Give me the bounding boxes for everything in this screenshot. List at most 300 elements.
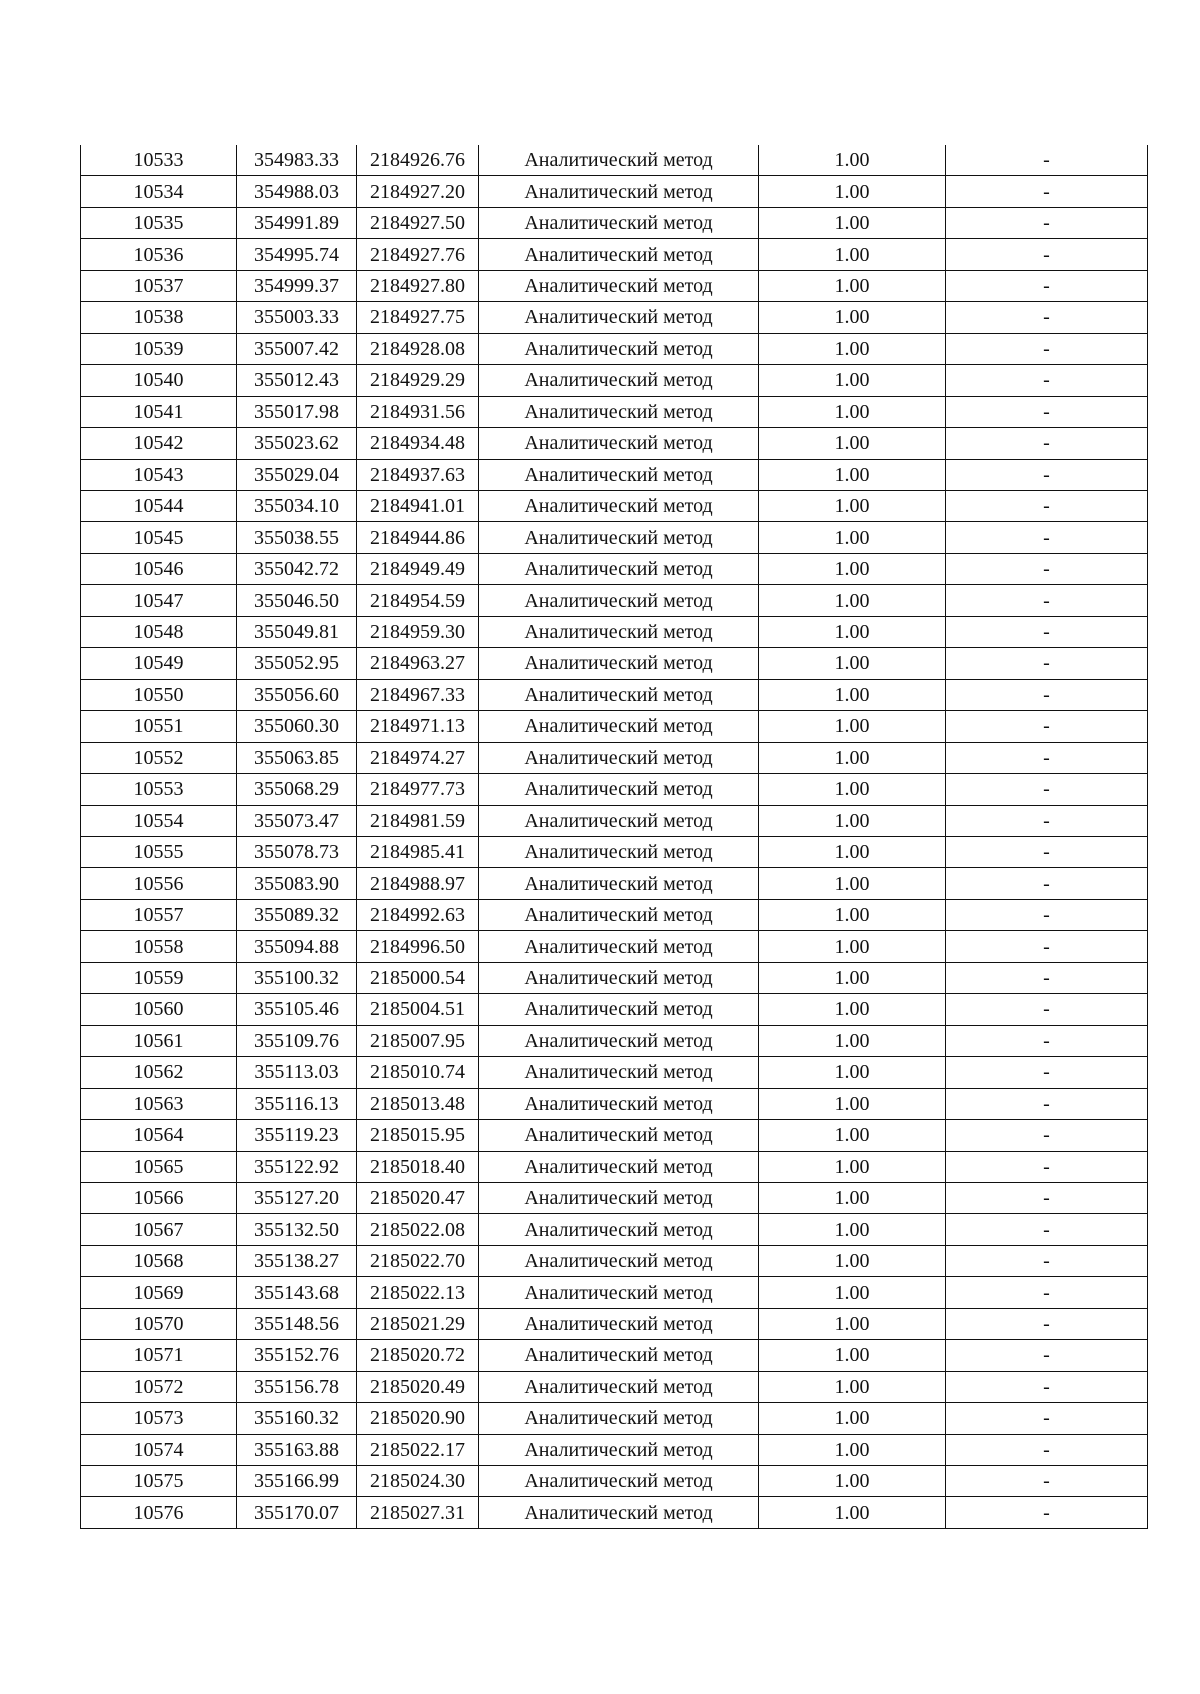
accuracy-cell: 1.00 [759,742,946,773]
point-number-cell: 10563 [81,1088,237,1119]
method-cell: Аналитический метод [479,1245,759,1276]
table-row [81,868,1148,899]
accuracy-cell: 1.00 [759,1497,946,1528]
method-cell: Аналитический метод [479,931,759,962]
table-row [81,207,1148,238]
point-number-cell: 10575 [81,1466,237,1497]
accuracy-cell: 1.00 [759,490,946,521]
method-cell: Аналитический метод [479,490,759,521]
note-cell: - [946,1025,1148,1056]
x-coordinate-cell: 355052.95 [237,648,357,679]
accuracy-cell: 1.00 [759,1466,946,1497]
table-row [81,1434,1148,1465]
note-cell: - [946,176,1148,207]
table-row [81,333,1148,364]
x-coordinate-cell: 355143.68 [237,1277,357,1308]
y-coordinate-cell: 2185022.08 [357,1214,479,1245]
method-cell: Аналитический метод [479,1025,759,1056]
point-number-cell: 10538 [81,302,237,333]
point-number-cell: 10546 [81,553,237,584]
y-coordinate-cell: 2185018.40 [357,1151,479,1182]
x-coordinate-cell: 355034.10 [237,490,357,521]
table-row [81,459,1148,490]
x-coordinate-cell: 355127.20 [237,1182,357,1213]
method-cell: Аналитический метод [479,270,759,301]
point-number-cell: 10534 [81,176,237,207]
point-number-cell: 10547 [81,585,237,616]
method-cell: Аналитический метод [479,648,759,679]
x-coordinate-cell: 355003.33 [237,302,357,333]
method-cell: Аналитический метод [479,396,759,427]
note-cell: - [946,239,1148,270]
note-cell: - [946,490,1148,521]
x-coordinate-cell: 355113.03 [237,1057,357,1088]
table-row [81,774,1148,805]
coordinates-table-body [81,145,1148,1528]
y-coordinate-cell: 2184927.20 [357,176,479,207]
x-coordinate-cell: 355119.23 [237,1120,357,1151]
y-coordinate-cell: 2184988.97 [357,868,479,899]
y-coordinate-cell: 2184937.63 [357,459,479,490]
y-coordinate-cell: 2184977.73 [357,774,479,805]
y-coordinate-cell: 2184949.49 [357,553,479,584]
method-cell: Аналитический метод [479,1434,759,1465]
table-row [81,396,1148,427]
accuracy-cell: 1.00 [759,1214,946,1245]
method-cell: Аналитический метод [479,616,759,647]
point-number-cell: 10541 [81,396,237,427]
note-cell: - [946,1214,1148,1245]
accuracy-cell: 1.00 [759,553,946,584]
accuracy-cell: 1.00 [759,679,946,710]
accuracy-cell: 1.00 [759,1182,946,1213]
y-coordinate-cell: 2185007.95 [357,1025,479,1056]
x-coordinate-cell: 355148.56 [237,1308,357,1339]
method-cell: Аналитический метод [479,1466,759,1497]
y-coordinate-cell: 2184996.50 [357,931,479,962]
x-coordinate-cell: 355046.50 [237,585,357,616]
method-cell: Аналитический метод [479,1088,759,1119]
y-coordinate-cell: 2185022.70 [357,1245,479,1276]
accuracy-cell: 1.00 [759,207,946,238]
note-cell: - [946,428,1148,459]
x-coordinate-cell: 354983.33 [237,145,357,176]
table-row [81,679,1148,710]
table-row [81,1371,1148,1402]
table-row [81,1340,1148,1371]
x-coordinate-cell: 355109.76 [237,1025,357,1056]
point-number-cell: 10536 [81,239,237,270]
table-row [81,145,1148,176]
y-coordinate-cell: 2184928.08 [357,333,479,364]
accuracy-cell: 1.00 [759,1277,946,1308]
x-coordinate-cell: 355116.13 [237,1088,357,1119]
point-number-cell: 10574 [81,1434,237,1465]
note-cell: - [946,1245,1148,1276]
method-cell: Аналитический метод [479,365,759,396]
y-coordinate-cell: 2185020.90 [357,1403,479,1434]
point-number-cell: 10555 [81,836,237,867]
note-cell: - [946,836,1148,867]
point-number-cell: 10573 [81,1403,237,1434]
note-cell: - [946,1057,1148,1088]
table-row [81,836,1148,867]
table-row [81,428,1148,459]
accuracy-cell: 1.00 [759,931,946,962]
table-row [81,805,1148,836]
x-coordinate-cell: 355138.27 [237,1245,357,1276]
point-number-cell: 10554 [81,805,237,836]
method-cell: Аналитический метод [479,1057,759,1088]
table-row [81,1025,1148,1056]
y-coordinate-cell: 2184963.27 [357,648,479,679]
method-cell: Аналитический метод [479,1371,759,1402]
table-row [81,1120,1148,1151]
note-cell: - [946,207,1148,238]
x-coordinate-cell: 355152.76 [237,1340,357,1371]
x-coordinate-cell: 354999.37 [237,270,357,301]
method-cell: Аналитический метод [479,994,759,1025]
x-coordinate-cell: 355060.30 [237,711,357,742]
table-row [81,522,1148,553]
point-number-cell: 10565 [81,1151,237,1182]
y-coordinate-cell: 2184934.48 [357,428,479,459]
method-cell: Аналитический метод [479,333,759,364]
point-number-cell: 10568 [81,1245,237,1276]
method-cell: Аналитический метод [479,1497,759,1528]
accuracy-cell: 1.00 [759,1088,946,1119]
accuracy-cell: 1.00 [759,774,946,805]
y-coordinate-cell: 2184941.01 [357,490,479,521]
note-cell: - [946,1371,1148,1402]
accuracy-cell: 1.00 [759,365,946,396]
accuracy-cell: 1.00 [759,522,946,553]
coordinates-table [80,145,1148,1529]
y-coordinate-cell: 2184959.30 [357,616,479,647]
point-number-cell: 10545 [81,522,237,553]
point-number-cell: 10572 [81,1371,237,1402]
table-row [81,962,1148,993]
point-number-cell: 10567 [81,1214,237,1245]
x-coordinate-cell: 355163.88 [237,1434,357,1465]
method-cell: Аналитический метод [479,1403,759,1434]
y-coordinate-cell: 2184974.27 [357,742,479,773]
note-cell: - [946,1403,1148,1434]
table-row [81,365,1148,396]
accuracy-cell: 1.00 [759,428,946,459]
accuracy-cell: 1.00 [759,585,946,616]
note-cell: - [946,1340,1148,1371]
table-row [81,302,1148,333]
point-number-cell: 10550 [81,679,237,710]
method-cell: Аналитический метод [479,1182,759,1213]
y-coordinate-cell: 2184944.86 [357,522,479,553]
point-number-cell: 10564 [81,1120,237,1151]
y-coordinate-cell: 2185004.51 [357,994,479,1025]
x-coordinate-cell: 355042.72 [237,553,357,584]
accuracy-cell: 1.00 [759,1120,946,1151]
x-coordinate-cell: 354988.03 [237,176,357,207]
accuracy-cell: 1.00 [759,805,946,836]
note-cell: - [946,1277,1148,1308]
method-cell: Аналитический метод [479,742,759,773]
y-coordinate-cell: 2185020.49 [357,1371,479,1402]
table-row [81,1088,1148,1119]
table-row [81,553,1148,584]
x-coordinate-cell: 355170.07 [237,1497,357,1528]
note-cell: - [946,396,1148,427]
method-cell: Аналитический метод [479,899,759,930]
note-cell: - [946,145,1148,176]
y-coordinate-cell: 2184927.75 [357,302,479,333]
note-cell: - [946,899,1148,930]
point-number-cell: 10542 [81,428,237,459]
method-cell: Аналитический метод [479,302,759,333]
accuracy-cell: 1.00 [759,459,946,490]
x-coordinate-cell: 355094.88 [237,931,357,962]
point-number-cell: 10561 [81,1025,237,1056]
note-cell: - [946,553,1148,584]
y-coordinate-cell: 2184927.50 [357,207,479,238]
y-coordinate-cell: 2185010.74 [357,1057,479,1088]
method-cell: Аналитический метод [479,585,759,616]
method-cell: Аналитический метод [479,962,759,993]
y-coordinate-cell: 2184985.41 [357,836,479,867]
accuracy-cell: 1.00 [759,333,946,364]
y-coordinate-cell: 2185020.72 [357,1340,479,1371]
point-number-cell: 10557 [81,899,237,930]
point-number-cell: 10559 [81,962,237,993]
accuracy-cell: 1.00 [759,396,946,427]
note-cell: - [946,1497,1148,1528]
y-coordinate-cell: 2184931.56 [357,396,479,427]
x-coordinate-cell: 355100.32 [237,962,357,993]
table-row [81,1245,1148,1276]
method-cell: Аналитический метод [479,553,759,584]
x-coordinate-cell: 355156.78 [237,1371,357,1402]
note-cell: - [946,1182,1148,1213]
point-number-cell: 10571 [81,1340,237,1371]
note-cell: - [946,522,1148,553]
table-row [81,270,1148,301]
table-row [81,1277,1148,1308]
point-number-cell: 10539 [81,333,237,364]
table-row [81,616,1148,647]
x-coordinate-cell: 355078.73 [237,836,357,867]
note-cell: - [946,459,1148,490]
point-number-cell: 10576 [81,1497,237,1528]
x-coordinate-cell: 355017.98 [237,396,357,427]
note-cell: - [946,616,1148,647]
method-cell: Аналитический метод [479,207,759,238]
x-coordinate-cell: 354991.89 [237,207,357,238]
point-number-cell: 10551 [81,711,237,742]
accuracy-cell: 1.00 [759,1308,946,1339]
method-cell: Аналитический метод [479,1277,759,1308]
note-cell: - [946,1088,1148,1119]
note-cell: - [946,1308,1148,1339]
table-row [81,1057,1148,1088]
x-coordinate-cell: 354995.74 [237,239,357,270]
accuracy-cell: 1.00 [759,1403,946,1434]
point-number-cell: 10535 [81,207,237,238]
note-cell: - [946,1434,1148,1465]
method-cell: Аналитический метод [479,1308,759,1339]
y-coordinate-cell: 2184971.13 [357,711,479,742]
method-cell: Аналитический метод [479,1214,759,1245]
method-cell: Аналитический метод [479,459,759,490]
point-number-cell: 10543 [81,459,237,490]
note-cell: - [946,962,1148,993]
y-coordinate-cell: 2184954.59 [357,585,479,616]
table-row [81,176,1148,207]
note-cell: - [946,1466,1148,1497]
point-number-cell: 10556 [81,868,237,899]
y-coordinate-cell: 2185024.30 [357,1466,479,1497]
y-coordinate-cell: 2185022.17 [357,1434,479,1465]
accuracy-cell: 1.00 [759,1340,946,1371]
note-cell: - [946,270,1148,301]
table-row [81,742,1148,773]
accuracy-cell: 1.00 [759,1371,946,1402]
note-cell: - [946,679,1148,710]
table-row [81,1403,1148,1434]
table-row [81,1308,1148,1339]
x-coordinate-cell: 355122.92 [237,1151,357,1182]
x-coordinate-cell: 355012.43 [237,365,357,396]
note-cell: - [946,805,1148,836]
table-row [81,711,1148,742]
accuracy-cell: 1.00 [759,711,946,742]
accuracy-cell: 1.00 [759,302,946,333]
point-number-cell: 10540 [81,365,237,396]
y-coordinate-cell: 2185000.54 [357,962,479,993]
x-coordinate-cell: 355056.60 [237,679,357,710]
method-cell: Аналитический метод [479,711,759,742]
point-number-cell: 10552 [81,742,237,773]
method-cell: Аналитический метод [479,1151,759,1182]
point-number-cell: 10558 [81,931,237,962]
method-cell: Аналитический метод [479,239,759,270]
y-coordinate-cell: 2184926.76 [357,145,479,176]
method-cell: Аналитический метод [479,805,759,836]
note-cell: - [946,648,1148,679]
accuracy-cell: 1.00 [759,270,946,301]
method-cell: Аналитический метод [479,679,759,710]
y-coordinate-cell: 2184981.59 [357,805,479,836]
y-coordinate-cell: 2185027.31 [357,1497,479,1528]
y-coordinate-cell: 2184967.33 [357,679,479,710]
x-coordinate-cell: 355083.90 [237,868,357,899]
table-row [81,585,1148,616]
accuracy-cell: 1.00 [759,1434,946,1465]
y-coordinate-cell: 2185015.95 [357,1120,479,1151]
x-coordinate-cell: 355160.32 [237,1403,357,1434]
note-cell: - [946,585,1148,616]
table-row [81,931,1148,962]
y-coordinate-cell: 2184929.29 [357,365,479,396]
table-row [81,239,1148,270]
point-number-cell: 10562 [81,1057,237,1088]
note-cell: - [946,1151,1148,1182]
note-cell: - [946,868,1148,899]
point-number-cell: 10560 [81,994,237,1025]
y-coordinate-cell: 2184992.63 [357,899,479,930]
accuracy-cell: 1.00 [759,145,946,176]
accuracy-cell: 1.00 [759,176,946,207]
x-coordinate-cell: 355007.42 [237,333,357,364]
note-cell: - [946,774,1148,805]
method-cell: Аналитический метод [479,522,759,553]
table-row [81,648,1148,679]
accuracy-cell: 1.00 [759,1025,946,1056]
table-row [81,1466,1148,1497]
x-coordinate-cell: 355068.29 [237,774,357,805]
point-number-cell: 10533 [81,145,237,176]
accuracy-cell: 1.00 [759,899,946,930]
table-row [81,994,1148,1025]
note-cell: - [946,931,1148,962]
y-coordinate-cell: 2185022.13 [357,1277,479,1308]
method-cell: Аналитический метод [479,1340,759,1371]
point-number-cell: 10553 [81,774,237,805]
method-cell: Аналитический метод [479,836,759,867]
x-coordinate-cell: 355105.46 [237,994,357,1025]
table-row [81,1151,1148,1182]
accuracy-cell: 1.00 [759,994,946,1025]
accuracy-cell: 1.00 [759,1057,946,1088]
point-number-cell: 10566 [81,1182,237,1213]
method-cell: Аналитический метод [479,1120,759,1151]
accuracy-cell: 1.00 [759,648,946,679]
point-number-cell: 10544 [81,490,237,521]
x-coordinate-cell: 355049.81 [237,616,357,647]
y-coordinate-cell: 2184927.76 [357,239,479,270]
table-row [81,1214,1148,1245]
y-coordinate-cell: 2184927.80 [357,270,479,301]
table-row [81,1182,1148,1213]
x-coordinate-cell: 355132.50 [237,1214,357,1245]
point-number-cell: 10549 [81,648,237,679]
table-row [81,490,1148,521]
y-coordinate-cell: 2185013.48 [357,1088,479,1119]
method-cell: Аналитический метод [479,145,759,176]
method-cell: Аналитический метод [479,868,759,899]
y-coordinate-cell: 2185021.29 [357,1308,479,1339]
note-cell: - [946,711,1148,742]
x-coordinate-cell: 355166.99 [237,1466,357,1497]
x-coordinate-cell: 355073.47 [237,805,357,836]
note-cell: - [946,333,1148,364]
point-number-cell: 10570 [81,1308,237,1339]
x-coordinate-cell: 355089.32 [237,899,357,930]
note-cell: - [946,994,1148,1025]
accuracy-cell: 1.00 [759,1151,946,1182]
note-cell: - [946,1120,1148,1151]
accuracy-cell: 1.00 [759,1245,946,1276]
accuracy-cell: 1.00 [759,868,946,899]
note-cell: - [946,365,1148,396]
point-number-cell: 10537 [81,270,237,301]
x-coordinate-cell: 355023.62 [237,428,357,459]
x-coordinate-cell: 355063.85 [237,742,357,773]
table-row [81,1497,1148,1528]
method-cell: Аналитический метод [479,176,759,207]
method-cell: Аналитический метод [479,774,759,805]
accuracy-cell: 1.00 [759,962,946,993]
y-coordinate-cell: 2185020.47 [357,1182,479,1213]
method-cell: Аналитический метод [479,428,759,459]
